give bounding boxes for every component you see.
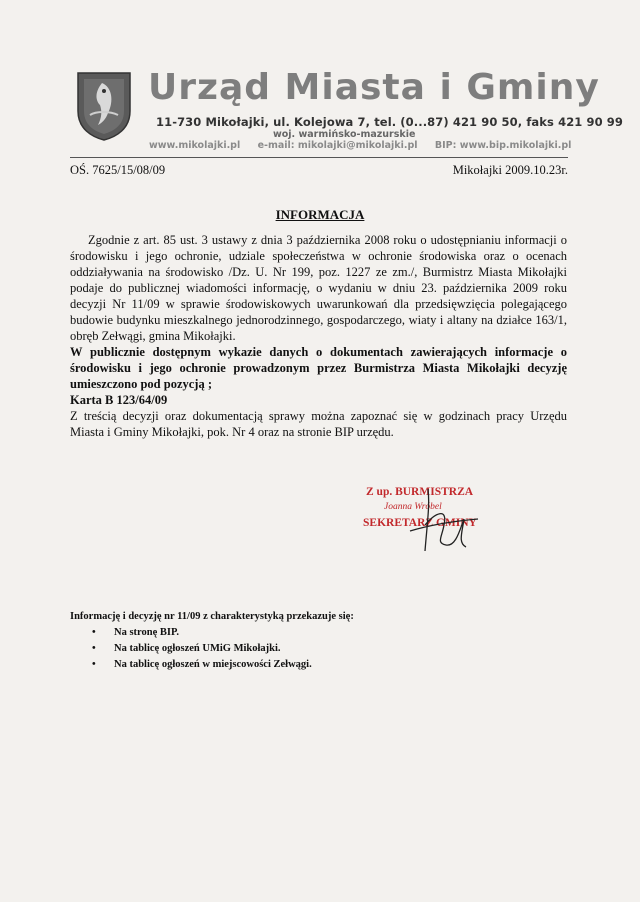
- bip-link[interactable]: BIP: www.bip.mikolajki.pl: [434, 140, 572, 151]
- list-item: • Na tablicę ogłoszeń w miejscowości Zełwągi.: [70, 657, 490, 673]
- letterhead-address: 11-730 Mikołajki, ul. Kolejowa 7, tel. (0...87) 421 90 50, faks 421 90 99: [156, 115, 624, 129]
- fish-crest-icon: [76, 71, 132, 141]
- signature-line-1: Z up. BURMISTRZA: [366, 486, 474, 498]
- signature-name: Joanna Wróbel: [384, 502, 442, 512]
- letterhead-title: Urząd Miasta i Gminy: [148, 67, 600, 108]
- email-link[interactable]: e-mail: mikolajki@mikolajki.pl: [257, 140, 418, 151]
- reference-number: OŚ. 7625/15/08/09: [70, 163, 166, 177]
- handwritten-signature: [400, 485, 480, 555]
- place-date: Mikołajki 2009.10.23r.: [452, 163, 568, 177]
- letterhead-region: woj. warmińsko-mazurskie: [273, 129, 416, 140]
- distribution-heading: Informację i decyzję nr 11/09 z charakterystyką przekazuje się:: [70, 611, 354, 622]
- letterhead-contacts: [149, 140, 585, 151]
- website-link[interactable]: www.mikolajki.pl: [149, 140, 241, 151]
- letterhead-divider: [70, 157, 568, 158]
- list-item: • Na tablicę ogłoszeń UMiG Mikołajki.: [70, 641, 490, 657]
- list-item: • Na stronę BIP.: [70, 625, 490, 641]
- document-title: INFORMACJA: [275, 207, 365, 222]
- distribution-list: [70, 611, 490, 673]
- paragraph-2: W publicznie dostępnym wykazie danych o dokumentach zawierających informacje o środowisku i jego ochronie prowadzonym przez Burmistrza Miasta Mikołajki decyzję umieszczono pod pozycją ;: [70, 345, 567, 391]
- card-reference: Karta B 123/64/09: [70, 393, 168, 407]
- document-body: [70, 232, 567, 440]
- paragraph-1: Zgodnie z art. 85 ust. 3 ustawy z dnia 3 października 2008 roku o udostępnianiu informacji o środowisku i jego ochronie, udziale społeczeństwa w ochronie środowiska oraz o ocenach oddziaływania na środowisko /Dz. U. Nr 199, poz. 1227 ze zm./, Burmistrz Miasta Mikołajki podaje do publicznej wiadomości informację, o wydaniu w dniu 23. października 2009 roku decyzji Nr 11/09 w sprawie środowiskowych uwarunkowań dla przedsięwzięcia polegającego budowie budynku mieszkalnego jednorodzinnego, gospodarczego, wiaty i altany na działce 163/1, obręb Zełwągi, gmina Mikołajki.: [70, 233, 567, 343]
- signature-title: SEKRETARZ GMINY: [363, 517, 477, 529]
- paragraph-3: Z treścią decyzji oraz dokumentacją sprawy można zapoznać się w godzinach pracy Urzędu Miasta i Gminy Mikołajki, pok. Nr 4 oraz na stronie BIP urzędu.: [70, 409, 567, 439]
